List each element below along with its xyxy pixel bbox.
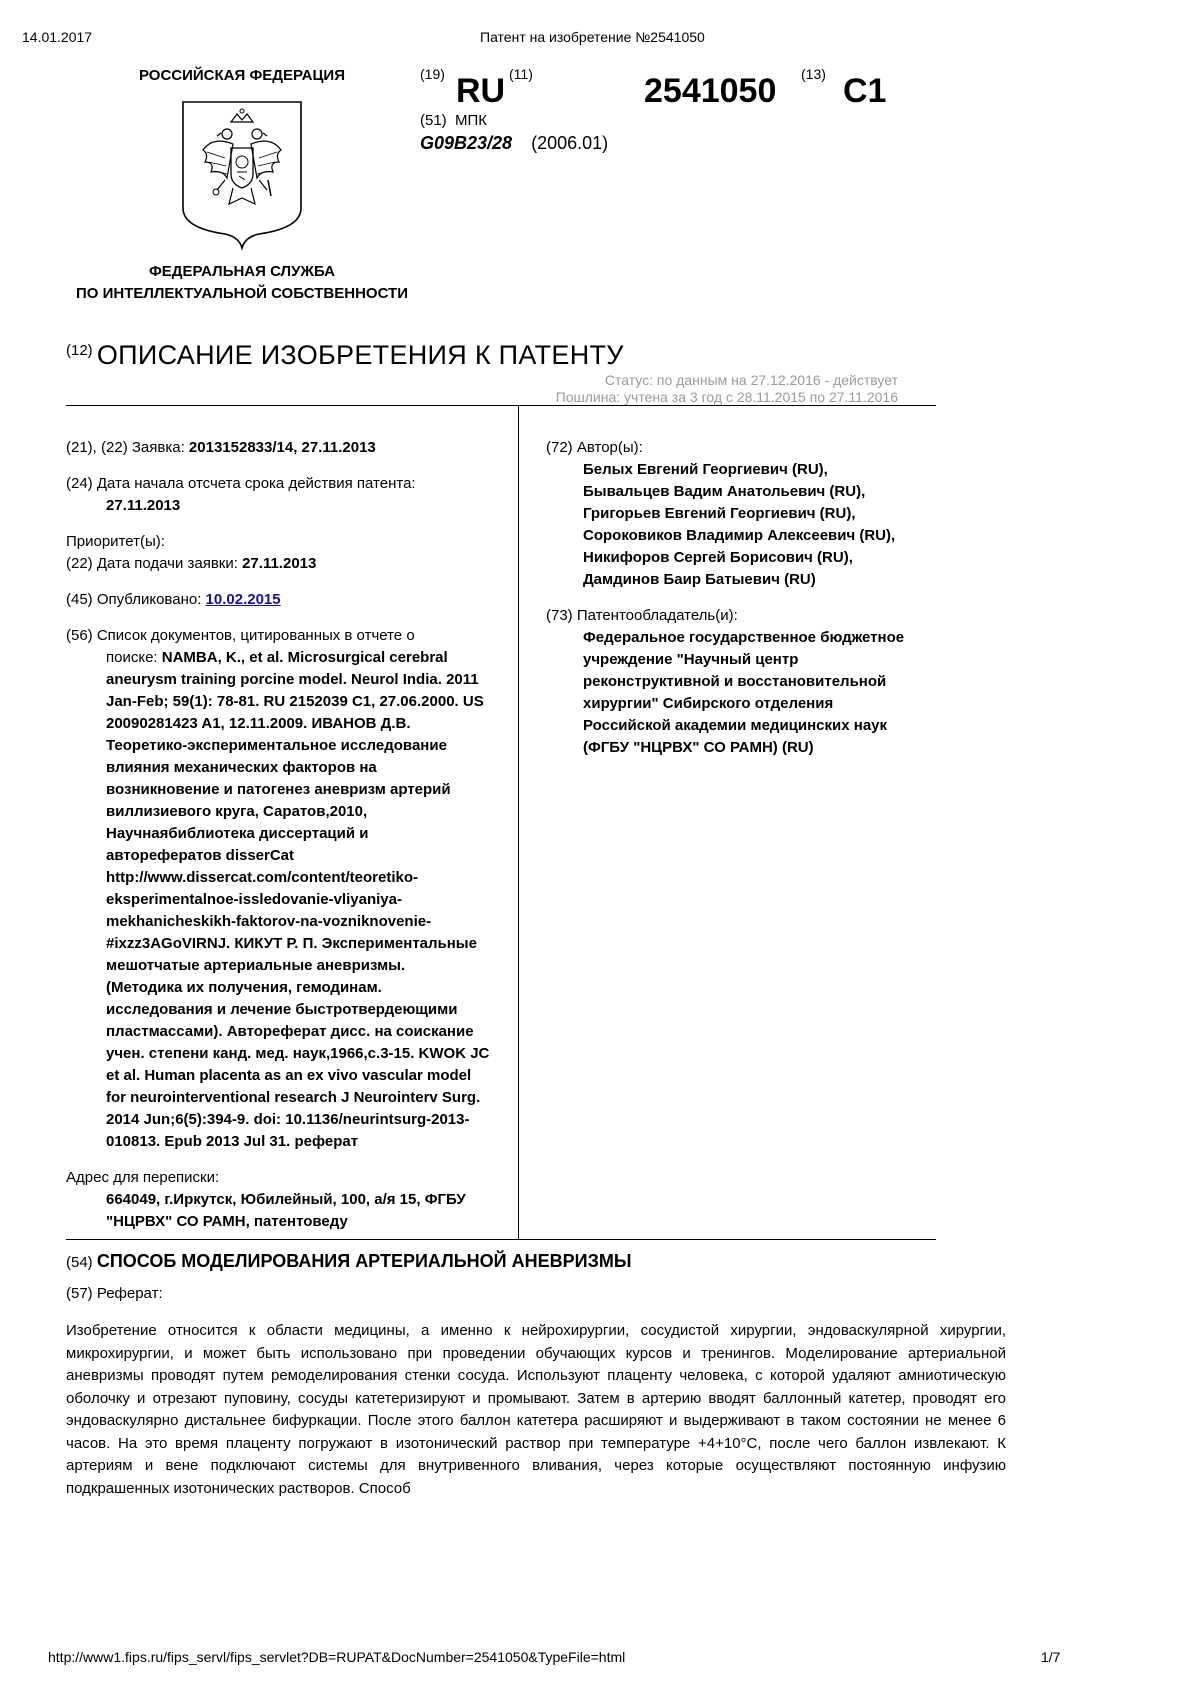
mpk-row (420, 112, 487, 129)
cited-line: 2014 Jun;6(5):394-9. doi: 10.1136/neurintsurg-2013- (106, 1111, 470, 1128)
cited-line: исследования и лечение быстротвердеющими (106, 1001, 458, 1018)
filing-row (66, 553, 511, 575)
cited-line: NAMBA, K., et al. Microsurgical cerebral (161, 649, 448, 666)
cited-line: Научнаябиблиотека диссертаций и (106, 825, 369, 842)
published-label: (45) Опубликовано: (66, 591, 202, 608)
owner-line: учреждение "Научный центр (583, 651, 799, 668)
patent-number: 2541050 (644, 72, 777, 110)
code-13: (13) (801, 66, 826, 82)
cited-line: пластмассами). Автореферат дисс. на соискание (106, 1023, 474, 1040)
published-row (66, 589, 511, 611)
ipc-version: (2006.01) (531, 133, 609, 153)
cited-line: учен. степени канд. мед. наук,1966,с.3-15. KWOK JC (106, 1045, 490, 1062)
application-value: 2013152833/14, 27.11.2013 (188, 439, 376, 456)
term-label: (24) Дата начала отсчета срока действия патента: (66, 475, 416, 492)
author-item: Бывальцев Вадим Анатольевич (RU), (583, 483, 866, 500)
country-code: RU (456, 72, 506, 110)
agency-line-1: ФЕДЕРАЛЬНАЯ СЛУЖБА (148, 263, 336, 280)
abstract-label: (57) Реферат: (66, 1285, 163, 1302)
address-label: Адрес для переписки: (66, 1169, 220, 1186)
fee-line: Пошлина: учтена за 3 год с 28.11.2015 по 27.11.2016 (555, 389, 898, 405)
page-number: 1/7 (1041, 1649, 1061, 1665)
owner-line: (ФГБУ "НЦРВХ" СО РАМН) (RU) (583, 739, 814, 756)
author-item: Григорьев Евгений Георгиевич (RU), (583, 505, 856, 522)
invention-title-row (66, 1251, 631, 1272)
code-12: (12) (66, 342, 93, 359)
ipc-row (420, 133, 608, 154)
cited-line: авторефератов disserCat (106, 847, 295, 864)
cited-line: (Методика их получения, гемодинам. (106, 979, 382, 996)
filing-label: (22) Дата подачи заявки: (66, 555, 238, 572)
cited-line: возникновение и патогенез аневризм артерий (106, 781, 451, 798)
document-title (66, 340, 624, 371)
cited-line: Jan-Feb; 59(1): 78-81. RU 2152039 C1, 27.06.2000. US (106, 693, 484, 710)
column-divider (518, 405, 519, 1239)
cited-line: #ixzz3AGoVIRNJ. КИКУТ Р. П. Экспериментальные (106, 935, 477, 952)
kind-code: C1 (843, 72, 887, 110)
ipc-class: G09B23/28 (420, 133, 513, 153)
address-line: 664049, г.Иркутск, Юбилейный, 100, а/я 15, ФГБУ (106, 1191, 466, 1208)
authors-label: (72) Автор(ы): (546, 439, 643, 456)
filing-value: 27.11.2013 (242, 555, 317, 572)
address-line: "НЦРВХ" СО РАМН, патентоведу (106, 1213, 348, 1230)
cited-line: 010813. Epub 2013 Jul 31. реферат (106, 1133, 359, 1150)
document-title-text: ОПИСАНИЕ ИЗОБРЕТЕНИЯ К ПАТЕНТУ (96, 340, 624, 370)
invention-title: СПОСОБ МОДЕЛИРОВАНИЯ АРТЕРИАЛЬНОЙ АНЕВРИЗМЫ (96, 1251, 632, 1271)
cited-line: for neurointerventional research J Neurointerv Surg. (106, 1089, 481, 1106)
footer-url: http://www1.fips.ru/fips_servl/fips_servlet?DB=RUPAT&DocNumber=2541050&TypeFile=html (48, 1649, 626, 1665)
country-name: РОССИЙСКАЯ ФЕДЕРАЦИЯ (138, 67, 345, 84)
cited-line: мешотчатые артериальные аневризмы. (106, 957, 406, 974)
owner-label: (73) Патентообладатель(и): (546, 607, 738, 624)
agency-name (32, 261, 452, 305)
bottom-divider (66, 1239, 936, 1240)
abstract-text: Изобретение относится к области медицины, а именно к нейрохирургии, сосудистой хирургии, эндоваскулярной хирургии, микрохирургии, и может быть использовано при проведении обучающих курсов и тренингов. Моделирование артериальной аневризмы проводят путем ремоделирования стенки сосуда. Используют плаценту человека, с которой удаляют амниотическую оболочку и отрезают пуповину, сосуды катетеризируют и промывают. Затем в артерию вводят баллонный катетер, проводят его эндоваскулярно дистальнее бифуркации. После этого баллон катетера расширяют и выдерживают в таком состоянии не менее 6 часов. На это время плаценту погружают в изотонический раствор при температуре +4+10°С, после чего баллон извлекают. К артериям и вене подключают системы для внутривенного вливания, через которые осуществляют постоянную инфузию подкрашенных изотонических растворов. Способ (66, 1322, 1006, 1497)
cited-line: mekhanicheskikh-faktorov-na-vozniknovenie- (106, 913, 432, 930)
code-11: (11) (509, 66, 533, 82)
bibliographic-left-column (66, 437, 511, 1233)
owner-line: Российской академии медицинских наук (583, 717, 888, 734)
status-block (458, 372, 898, 406)
term-value: 27.11.2013 (106, 497, 181, 514)
owner-block (546, 627, 936, 759)
address (66, 1189, 511, 1233)
authors-list (546, 459, 936, 591)
priority-label: Приоритет(ы): (66, 533, 165, 550)
russian-coat-of-arms-icon (181, 100, 303, 250)
code-51: (51) (420, 112, 447, 129)
cited-line: виллизиевого круга, Саратов,2010, (106, 803, 368, 820)
author-item: Белых Евгений Георгиевич (RU), (583, 461, 828, 478)
cited-line: Теоретико-экспериментальное исследование (106, 737, 447, 754)
cited-line: et al. Human placenta as an ex vivo vascular model (106, 1067, 472, 1084)
cited-line: aneurysm training porcine model. Neurol India. 2011 (106, 671, 479, 688)
cited-label: (56) Список документов, цитированных в отчете о (66, 627, 415, 644)
cited-line: eksperimentalnoe-issledovanie-vliyaniya- (106, 891, 402, 908)
author-item: Дамдинов Баир Батыевич (RU) (583, 571, 816, 588)
owner-line: хирургии" Сибирского отделения (583, 695, 834, 712)
print-title: Патент на изобретение №2541050 (480, 29, 705, 45)
cited-line: http://www.dissercat.com/content/teoretiko- (106, 869, 418, 886)
application-row (66, 437, 511, 459)
application-label: (21), (22) Заявка: (66, 439, 185, 456)
owner-line: реконструктивной и восстановительной (583, 673, 887, 690)
top-divider (66, 405, 936, 406)
author-item: Сороковиков Владимир Алексеевич (RU), (583, 527, 896, 544)
print-date: 14.01.2017 (22, 29, 93, 45)
status-line: Статус: по данным на 27.12.2016 - действует (604, 372, 898, 388)
mpk-label: МПК (455, 112, 488, 129)
code-19: (19) (420, 66, 445, 82)
cited-label-2: поиске: (106, 649, 158, 666)
owner-line: Федеральное государственное бюджетное (583, 629, 905, 646)
author-item: Никифоров Сергей Борисович (RU), (583, 549, 853, 566)
cited-line: влияния механических факторов на (106, 759, 377, 776)
code-54: (54) (66, 1254, 93, 1271)
agency-line-2: ПО ИНТЕЛЛЕКТУАЛЬНОЙ СОБСТВЕННОСТИ (75, 285, 409, 302)
cited-documents (66, 647, 511, 1153)
bibliographic-right-column (546, 437, 936, 759)
cited-line: 20090281423 A1, 12.11.2009. ИВАНОВ Д.В. (106, 715, 411, 732)
published-date-link[interactable]: 10.02.2015 (205, 591, 281, 608)
